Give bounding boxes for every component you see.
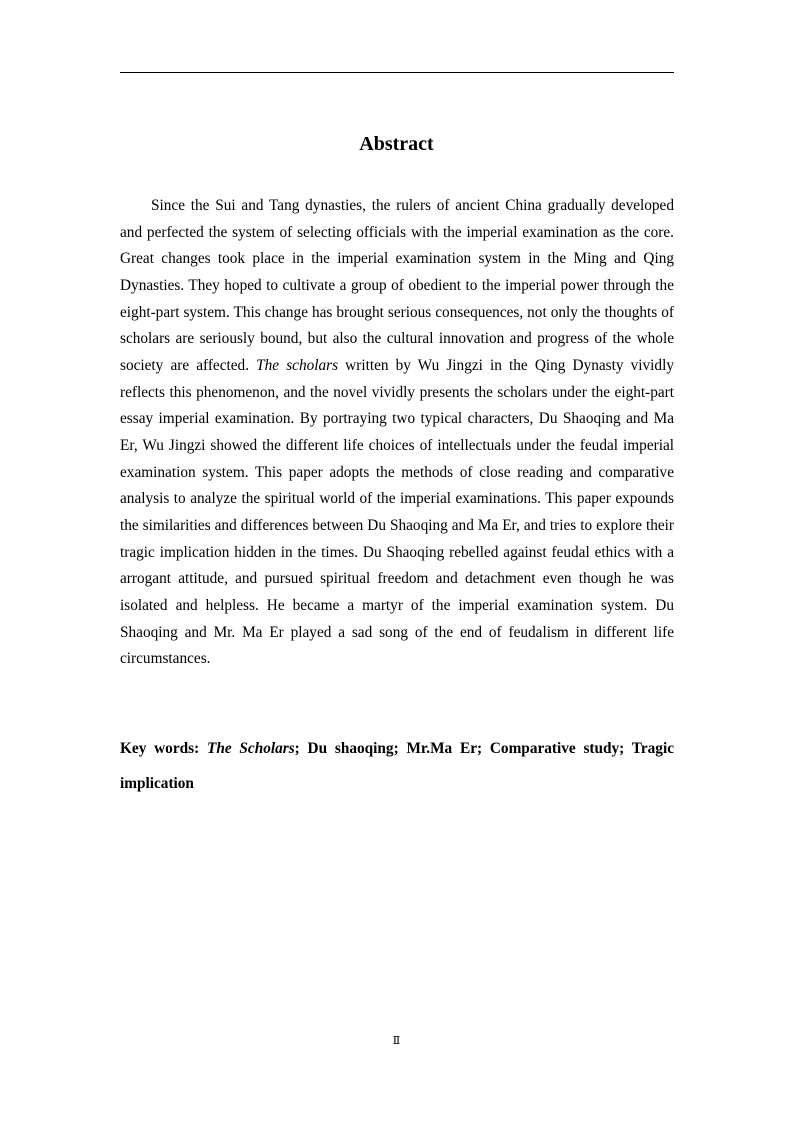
abstract-text-part2: written by Wu Jingzi in the Qing Dynasty vividly reflects this phenomenon, and the novel vividly presents the scholars under the eight-part essay imperial examination. By portraying two typical characters, Du Shaoqing and Ma Er, Wu Jingzi showed the different life choices of intellectuals under the feudal imperial examination system. This paper adopts the methods of close reading and comparative analysis to analyze the spiritual world of the imperial examinations. This paper expounds the similarities and differences between Du Shaoqing and Ma Er, and tries to explore their tragic implication hidden in the times. Du Shaoqing rebelled against feudal ethics with a arrogant attitude, and pursued spiritual freedom and detachment even though he was isolated and helpless. He became a martyr of the imperial examination system. Du Shaoqing and Mr. Ma Er played a sad song of the end of feudalism in different life circumstances. (120, 356, 674, 668)
abstract-title: Abstract (359, 133, 434, 155)
abstract-text-part1: Since the Sui and Tang dynasties, the rulers of ancient China gradually developed and perfected the system of selecting officials with the imperial examination as the core. Great changes took place in the imperial examination system in the Ming and Qing Dynasties. They hoped to cultivate a group of obedient to the imperial power through the eight-part system. This change has brought serious consequences, not only the thoughts of scholars are seriously bound, but also the cultural innovation and progress of the whole society are affected. (120, 197, 674, 374)
keywords-line (120, 731, 674, 801)
novel-title-italic: The scholars (256, 356, 339, 374)
header-rule (120, 72, 674, 73)
keywords-label: Key words: (120, 740, 207, 757)
keywords-rest: ; Du shaoqing; Mr.Ma Er; Comparative study; Tragic implication (120, 740, 674, 792)
abstract-paragraph (120, 193, 674, 673)
keyword-novel-title: The Scholars (206, 740, 295, 757)
page-number: Ⅱ (392, 1035, 401, 1047)
